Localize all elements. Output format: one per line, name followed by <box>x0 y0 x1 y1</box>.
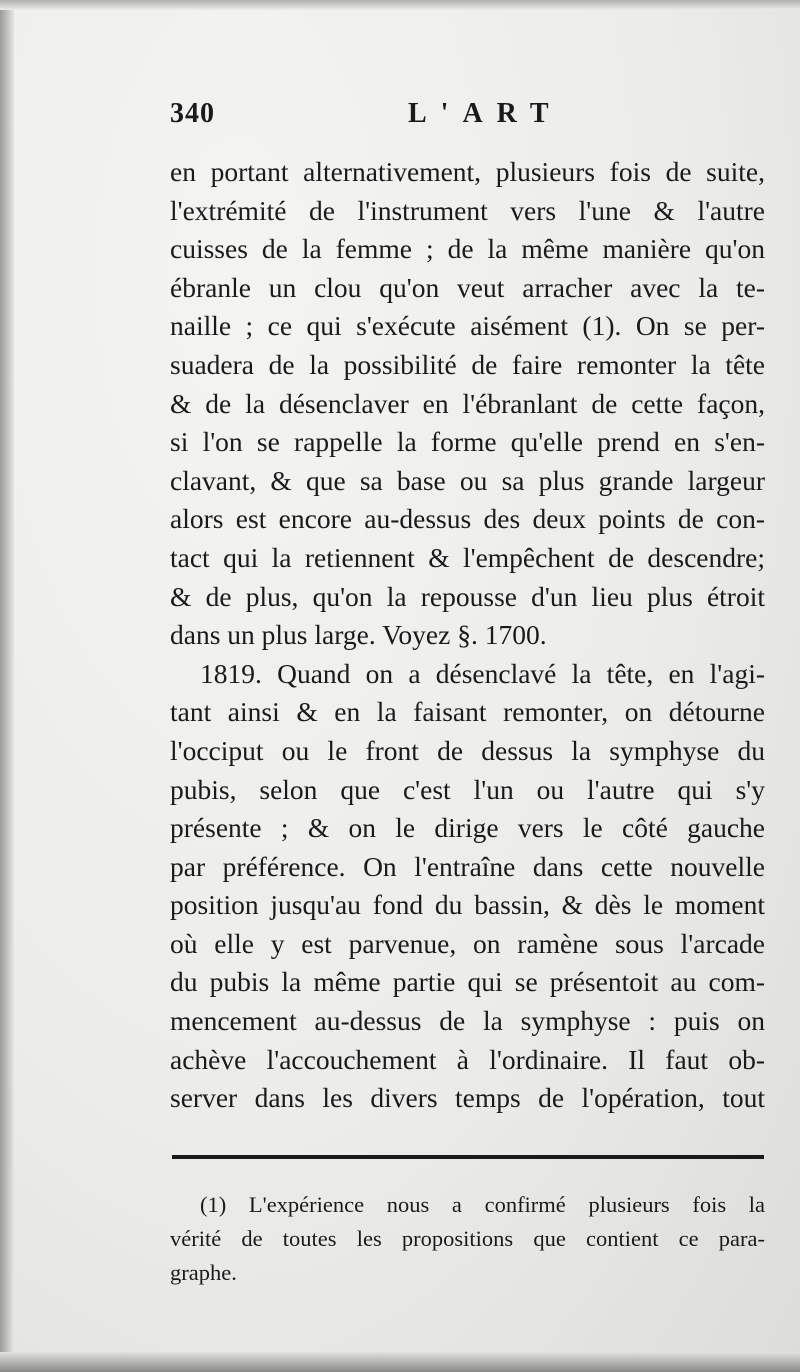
text-line: mencement au-dessus de la symphyse : puis on <box>170 1005 765 1037</box>
text-line: pubis, selon que c'est l'un ou l'autre qui s'y <box>170 773 765 805</box>
text-line: l'extrémité de l'instrument vers l'une & l'autre <box>170 194 765 226</box>
text-line: du pubis la même partie qui se présentoit au com- <box>170 966 765 998</box>
body-text <box>170 153 765 1118</box>
footnote <box>170 1188 765 1290</box>
page-number: 340 <box>170 98 215 129</box>
text-line: position jusqu'au fond du bassin, & dès le moment <box>170 889 765 921</box>
text-line: si l'on se rappelle la forme qu'elle prend en s'en- <box>170 426 765 458</box>
running-title: L'ART <box>408 98 563 129</box>
text-line: ébranle un clou qu'on veut arracher avec la te- <box>170 271 765 303</box>
text-line: alors est encore au-dessus des deux points de con- <box>170 503 765 535</box>
text-line: tact qui la retiennent & l'empêchent de descendre; <box>170 541 765 573</box>
text-line: en portant alternativement, plusieurs fois de suite, <box>170 156 765 187</box>
text-line: tant ainsi & en la faisant remonter, on détourne <box>170 696 765 728</box>
footnote-divider <box>172 1155 764 1159</box>
text-line: clavant, & que sa base ou sa plus grande largeur <box>170 464 765 496</box>
text-line: & de la désenclaver en l'ébranlant de cette façon, <box>170 387 765 419</box>
running-head <box>170 98 770 138</box>
page-edge-shadow-left <box>0 0 14 1372</box>
text-line: & de plus, qu'on la repousse d'un lieu plus étroit <box>170 580 765 612</box>
text-line-paragraph-start: 1819. Quand on a désenclavé la tête, en l'agi- <box>200 657 765 689</box>
footnote-line: (1) L'expérience nous a confirmé plusieurs fois la <box>200 1192 765 1217</box>
text-line: où elle y est parvenue, on ramène sous l'arcade <box>170 927 765 959</box>
text-line-paragraph-end: dans un plus large. Voyez §. 1700. <box>170 619 547 651</box>
text-line: par préférence. On l'entraîne dans cette nouvelle <box>170 850 765 882</box>
text-line: présente ; & on le dirige vers le côté gauche <box>170 812 765 844</box>
text-line: server dans les divers temps de l'opération, tout <box>170 1082 765 1114</box>
footnote-line: graphe. <box>170 1260 237 1285</box>
text-line: l'occiput ou le front de dessus la symphyse du <box>170 734 765 766</box>
footnote-line: vérité de toutes les propositions que contient ce para- <box>170 1226 765 1251</box>
text-line: suadera de la possibilité de faire remonter la tête <box>170 348 765 380</box>
text-line: achève l'accouchement à l'ordinaire. Il faut ob- <box>170 1043 765 1075</box>
text-line: cuisses de la femme ; de la même manière qu'on <box>170 233 765 265</box>
text-line: naille ; ce qui s'exécute aisément (1). On se per- <box>170 310 765 342</box>
page-edge-shadow-bottom <box>0 1352 800 1372</box>
page-edge-shadow-top <box>0 0 800 10</box>
